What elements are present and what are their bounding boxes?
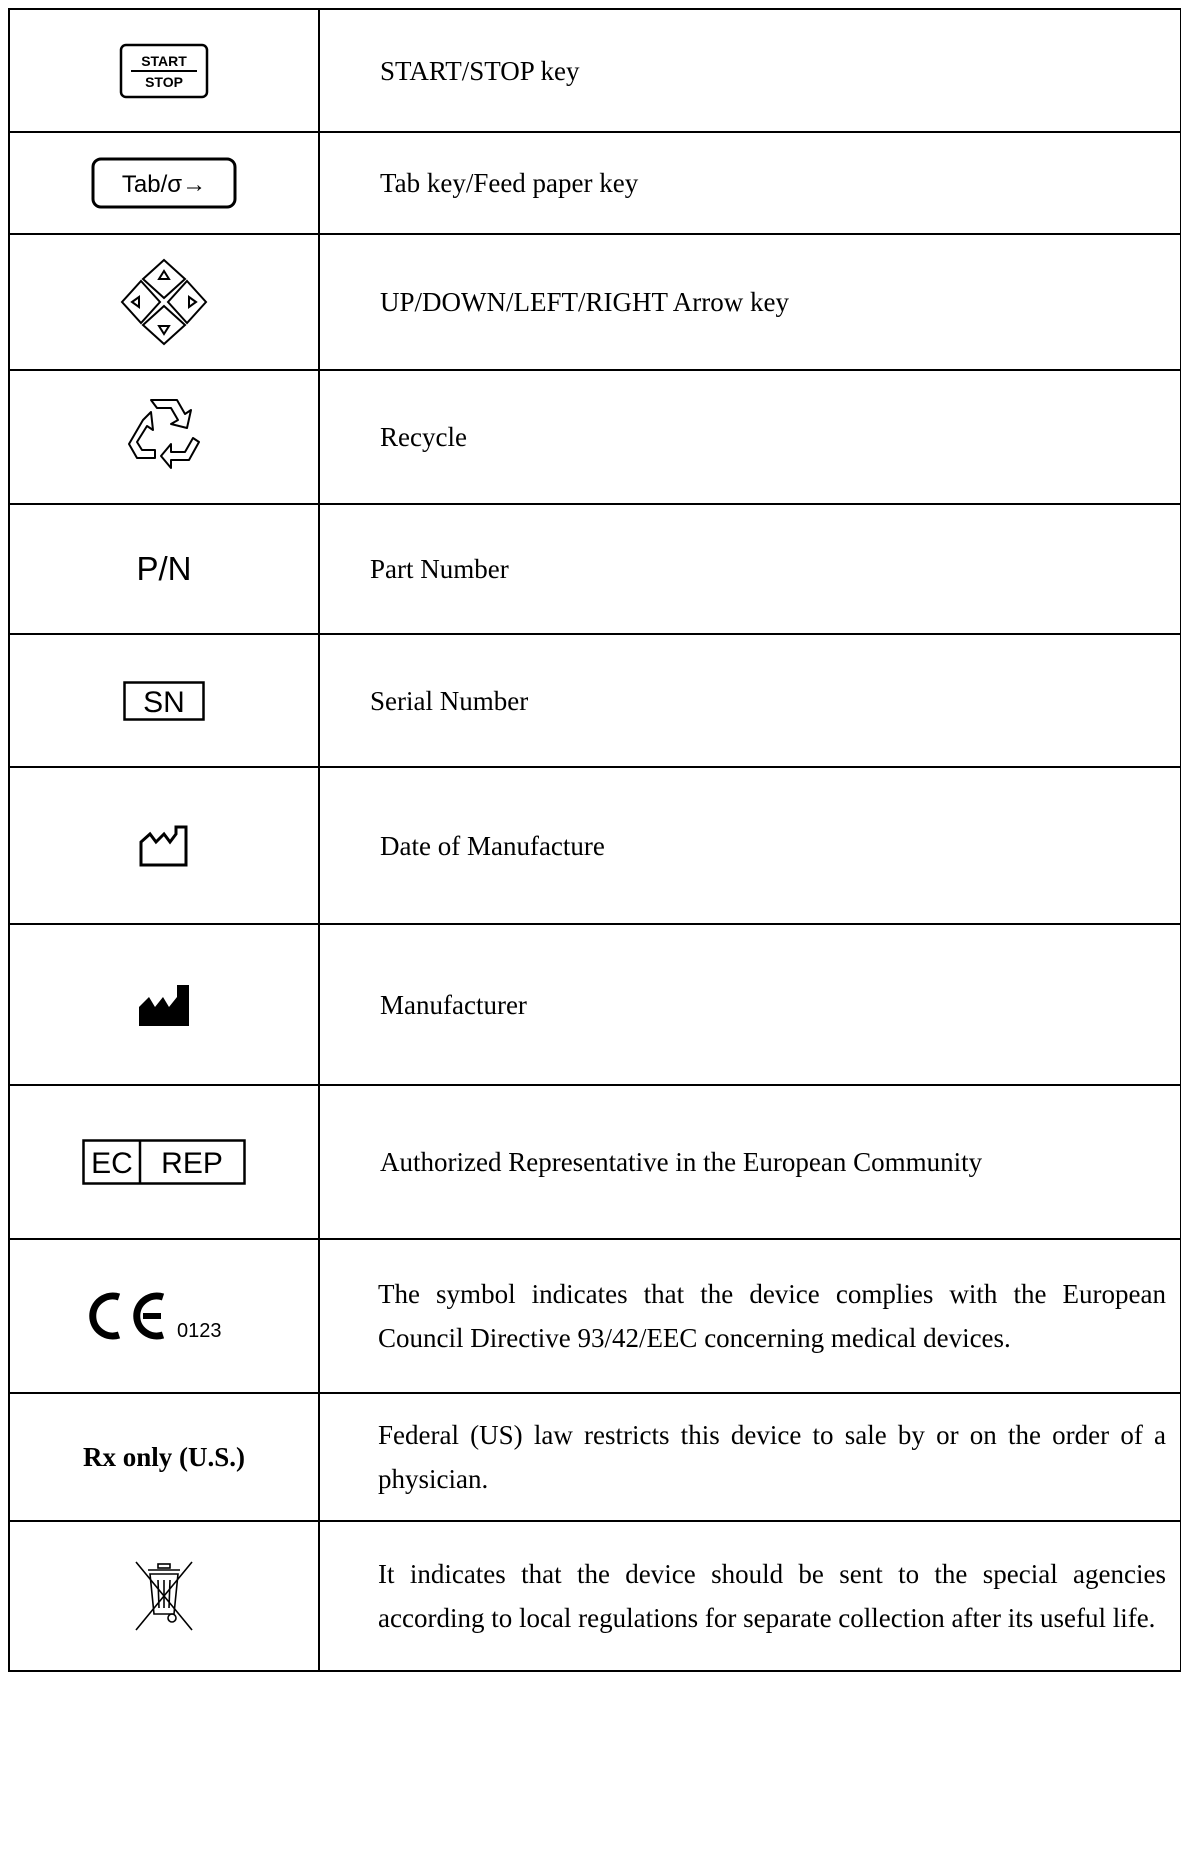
table-row xyxy=(9,234,1181,370)
description-cell: Federal (US) law restricts this device to sale by or on the order of a physician. xyxy=(319,1393,1181,1521)
table-row xyxy=(9,634,1181,767)
symbol-cell xyxy=(9,504,319,634)
ec-label: EC xyxy=(91,1147,133,1180)
description-cell: Date of Manufacture xyxy=(319,767,1181,924)
symbol-cell xyxy=(9,924,319,1085)
part-number-icon: P/N xyxy=(136,550,192,587)
symbol-cell xyxy=(9,1085,319,1239)
recycle-icon xyxy=(121,394,207,480)
symbol-cell xyxy=(9,370,319,504)
symbol-cell xyxy=(9,767,319,924)
symbol-cell xyxy=(9,132,319,234)
symbol-cell xyxy=(9,1521,319,1671)
table-row xyxy=(9,1393,1181,1521)
stop-label: STOP xyxy=(145,73,183,90)
symbol-cell xyxy=(9,634,319,767)
symbol-cell xyxy=(9,9,319,132)
rx-only-label: Rx only (U.S.) xyxy=(82,1441,245,1472)
serial-number-icon xyxy=(123,681,205,721)
table-row xyxy=(9,504,1181,634)
description-cell: Manufacturer xyxy=(319,924,1181,1085)
arrow-keys-icon xyxy=(119,257,209,347)
start-stop-key-icon xyxy=(119,43,209,99)
description-cell: START/STOP key xyxy=(319,9,1181,132)
description-cell: Tab key/Feed paper key xyxy=(319,132,1181,234)
symbol-cell xyxy=(9,1393,319,1521)
description-cell: Serial Number xyxy=(319,634,1181,767)
symbols-table xyxy=(8,8,1181,1672)
start-label: START xyxy=(141,52,187,69)
symbol-cell xyxy=(9,234,319,370)
table-row xyxy=(9,370,1181,504)
table-row xyxy=(9,1085,1181,1239)
description-cell: Part Number xyxy=(319,504,1181,634)
symbol-cell xyxy=(9,1239,319,1393)
table-row xyxy=(9,924,1181,1085)
description-cell: UP/DOWN/LEFT/RIGHT Arrow key xyxy=(319,234,1181,370)
description-cell: The symbol indicates that the device complies with the European Council Directive 93/42/EEC concerning medical devices. xyxy=(319,1239,1181,1393)
table-row xyxy=(9,1239,1181,1393)
table-row xyxy=(9,767,1181,924)
description-cell: Authorized Representative in the European Community xyxy=(319,1085,1181,1239)
table-row xyxy=(9,132,1181,234)
table-row xyxy=(9,1521,1181,1671)
rep-label: REP xyxy=(161,1147,223,1180)
notified-body-number: 0123 xyxy=(177,1320,222,1342)
table-row xyxy=(9,9,1181,132)
description-cell: It indicates that the device should be sent to the special agencies according to local regulations for separate collection after its useful life. xyxy=(319,1521,1181,1671)
date-of-manufacture-icon xyxy=(138,824,190,868)
sn-label: SN xyxy=(143,685,185,719)
weee-bin-icon xyxy=(132,1558,196,1634)
description-cell: Recycle xyxy=(319,370,1181,504)
tab-key-label: Tab/σ→ xyxy=(121,171,207,198)
ec-rep-icon xyxy=(82,1139,246,1185)
manufacturer-icon xyxy=(137,983,191,1027)
tab-feed-key-icon xyxy=(91,157,237,209)
ce-mark-icon xyxy=(79,1291,249,1341)
